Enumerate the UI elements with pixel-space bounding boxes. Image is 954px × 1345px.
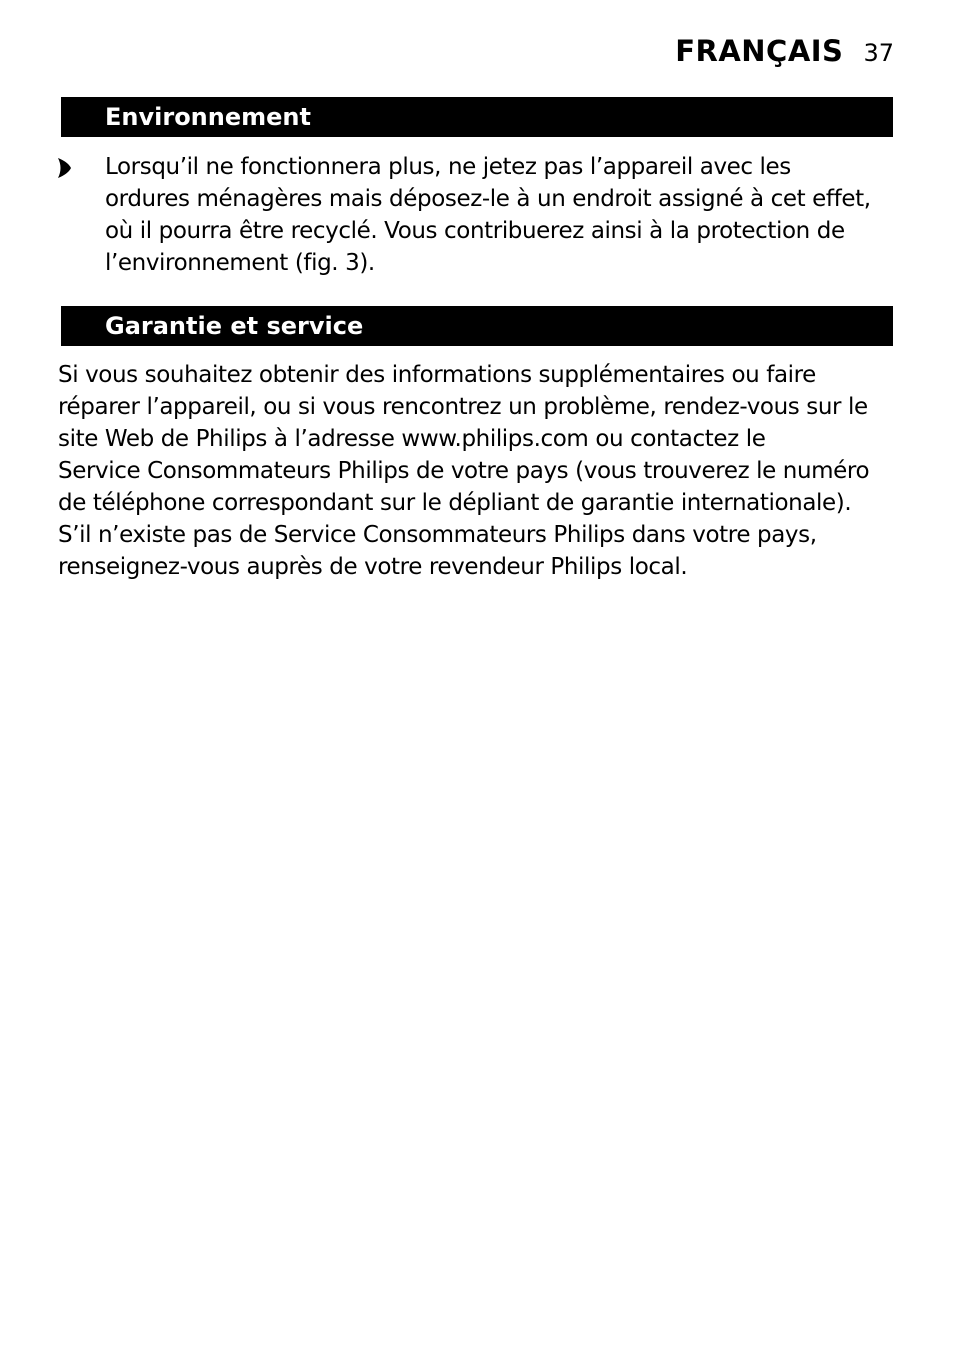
section-heading-environment (61, 97, 893, 137)
section-title: Environnement (105, 103, 311, 131)
text-line: renseignez-vous auprès de votre revendeur Philips local. (58, 554, 688, 580)
text-line: où il pourra être recyclé. Vous contribuerez ainsi à la protection de (105, 218, 845, 244)
section-heading-warranty (61, 306, 893, 346)
page-header (675, 34, 894, 68)
warranty-paragraph (58, 359, 898, 583)
bullet-item (58, 151, 898, 279)
page-number: 37 (863, 39, 894, 67)
text-line: Service Consommateurs Philips de votre pays (vous trouverez le numéro (58, 458, 870, 484)
text-line: Lorsqu’il ne fonctionnera plus, ne jetez pas l’appareil avec les (105, 154, 791, 180)
text-line: ordures ménagères mais déposez-le à un endroit assigné à cet effet, (105, 186, 871, 212)
text-line (58, 423, 898, 455)
text-fragment: site Web de Philips à l’adresse (58, 426, 402, 452)
text-line: réparer l’appareil, ou si vous rencontrez un problème, rendez-vous sur le (58, 394, 868, 420)
philips-website-link[interactable]: www.philips.com (401, 426, 589, 452)
bullet-text (105, 151, 898, 279)
bullet-arrow-icon (58, 158, 72, 178)
text-line: S’il n’existe pas de Service Consommateurs Philips dans votre pays, (58, 522, 817, 548)
text-fragment: ou contactez le (588, 426, 766, 452)
text-line: de téléphone correspondant sur le dépliant de garantie internationale). (58, 490, 852, 516)
language-title: FRANÇAIS (675, 34, 844, 68)
section-title: Garantie et service (105, 312, 364, 340)
text-line: l’environnement (fig. 3). (105, 250, 375, 276)
text-line: Si vous souhaitez obtenir des informations supplémentaires ou faire (58, 362, 816, 388)
